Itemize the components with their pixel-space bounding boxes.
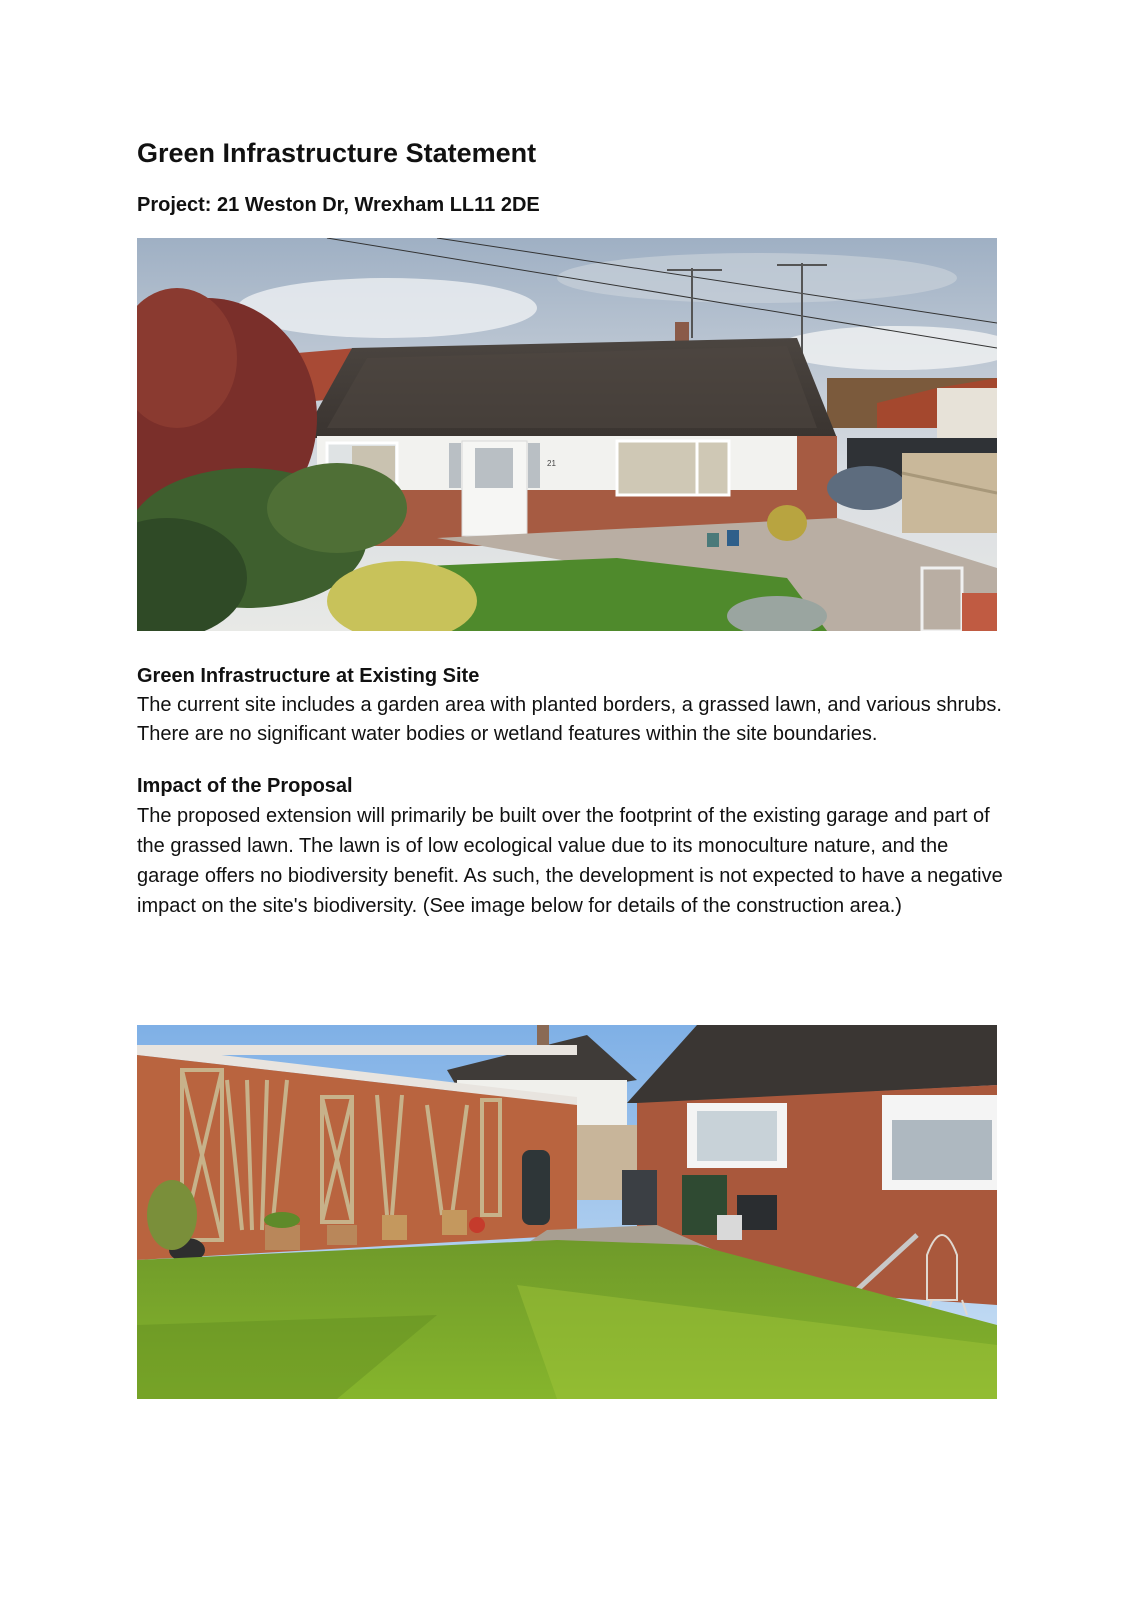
impact-heading: Impact of the Proposal <box>137 775 353 797</box>
front-view-photo <box>137 238 997 631</box>
house-number: 21 <box>547 459 556 468</box>
existing-site-heading: Green Infrastructure at Existing Site <box>137 665 480 687</box>
existing-site-section <box>137 662 1007 749</box>
impact-body: The proposed extension will primarily be built over the footprint of the existing garage and part of the grassed lawn. The lawn is of low ecological value due to its monoculture nature, and the garage offers no biodiversity benefit. As such, the development is not expected to have a negative impact on the site's biodiversity. (See image below for details of the construction area.) <box>137 805 1003 917</box>
project-address: Project: 21 Weston Dr, Wrexham LL11 2DE <box>137 194 540 216</box>
rear-garden-photo <box>137 1025 997 1399</box>
existing-site-body: The current site includes a garden area with planted borders, a grassed lawn, and various shrubs. There are no significant water bodies or wetland features within the site boundaries. <box>137 694 1002 745</box>
document-title: Green Infrastructure Statement <box>137 138 537 168</box>
impact-section <box>137 772 1007 921</box>
